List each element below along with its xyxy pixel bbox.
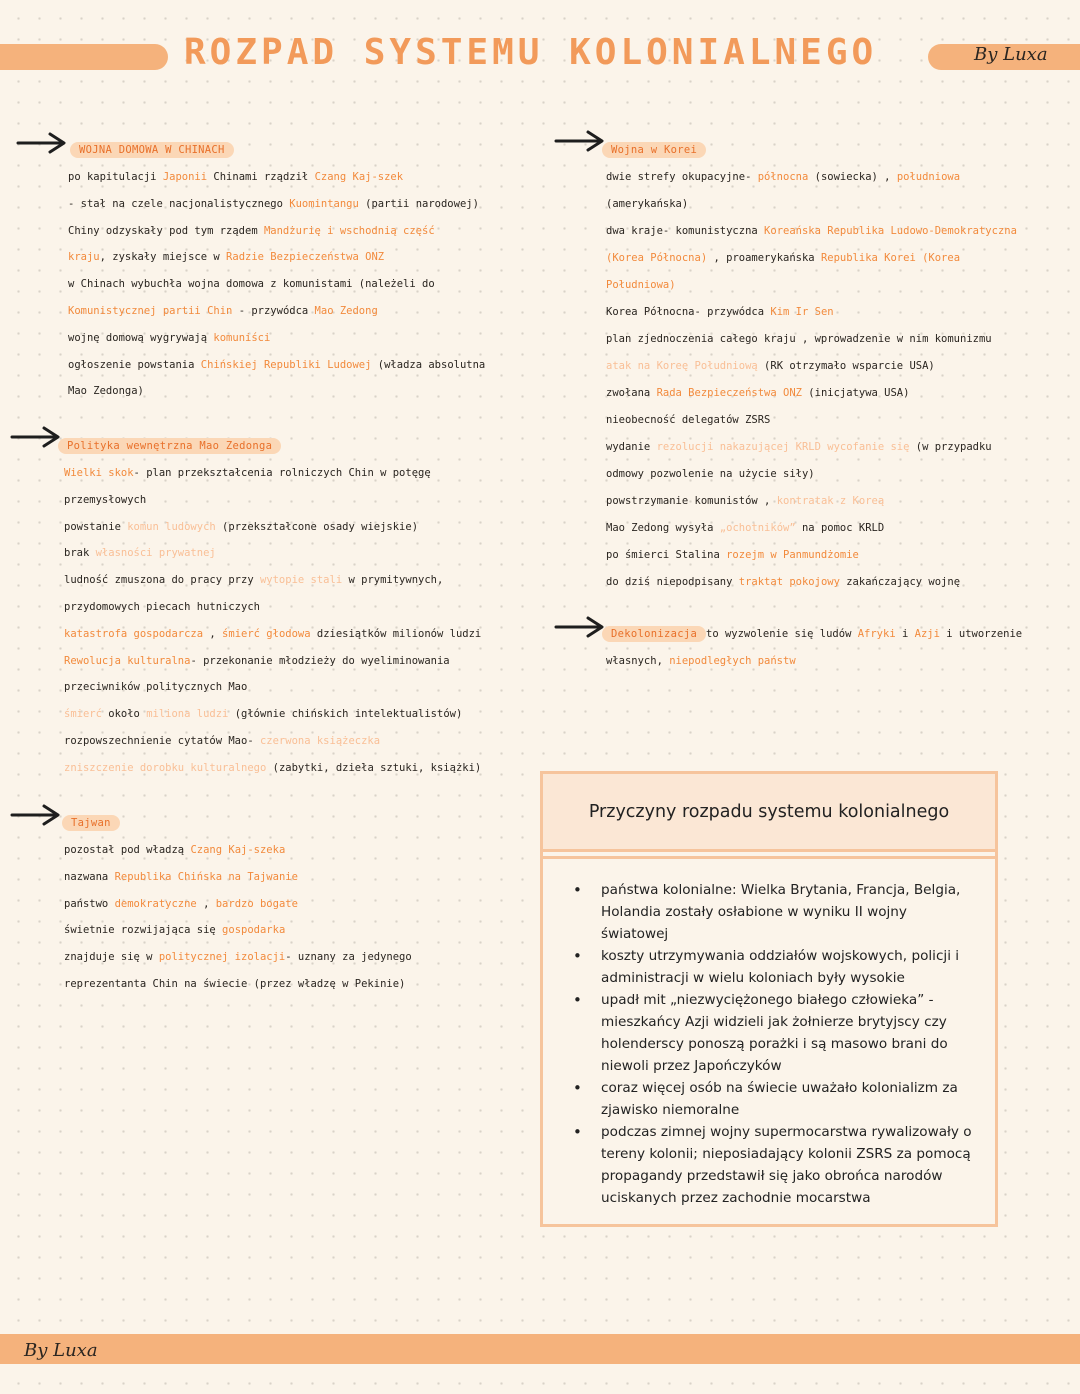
text-segment: , xyxy=(196,897,216,910)
text-segment: odmowy pozwolenie na użycie siły) xyxy=(606,468,815,480)
section-decolonization-line1 xyxy=(706,621,1022,648)
text-segment: plan zjednoczenia całego kraju , wprowadzenie w nim komunizmu xyxy=(606,333,992,345)
heading-taiwan: Tajwan xyxy=(62,815,120,831)
text-segment: - przywódca xyxy=(238,304,315,317)
section-china-text xyxy=(68,164,485,405)
arrow-icon xyxy=(10,424,62,450)
text-segment: - uznany za jedynego xyxy=(285,951,412,964)
text-segment: ogłoszenie powstania xyxy=(68,358,201,371)
text-segment: Rada Bezpieczeństwa ONZ xyxy=(656,387,809,399)
text-segment: wydanie xyxy=(606,441,657,453)
text-line xyxy=(64,728,481,755)
footer-band xyxy=(0,1334,1080,1364)
section-decolonization-line2 xyxy=(606,648,796,675)
causes-list-item: • koszty utrzymywania oddziałów wojskowych, policji i administracji w wielu koloniach były wysokie xyxy=(573,945,973,989)
text-segment: Korea Północna- przywódca xyxy=(606,306,771,318)
page-title: ROZPAD SYSTEMU KOLONIALNEGO xyxy=(184,32,878,73)
text-segment: około xyxy=(108,708,147,721)
text-segment: Mao Zedong xyxy=(314,304,378,317)
text-line xyxy=(606,515,1017,542)
causes-box-title: Przyczyny rozpadu systemu kolonialnego xyxy=(588,802,950,822)
text-segment: powstanie xyxy=(64,520,128,533)
section-mao-text xyxy=(64,460,481,782)
arrow-icon xyxy=(554,128,606,154)
text-segment: to wyzwolenie się ludów xyxy=(706,628,858,640)
text-segment: bardzo bogate xyxy=(215,897,298,910)
text-line xyxy=(64,944,412,971)
text-segment: dwa kraje- komunistyczna xyxy=(606,225,765,237)
text-line xyxy=(606,299,1017,326)
text-segment: Radzie Bezpieczeństwa ONZ xyxy=(226,251,385,264)
text-segment: , zyskały miejsce w xyxy=(99,251,227,264)
text-line xyxy=(64,971,412,998)
text-line xyxy=(64,674,481,701)
text-segment: Chińskiej Republiki Ludowej xyxy=(200,358,378,371)
causes-list-item: • coraz więcej osób na świecie uważało kolonializm za zjawisko niemoralne xyxy=(573,1077,973,1121)
text-segment: i xyxy=(901,628,915,640)
text-line xyxy=(64,648,481,675)
text-line xyxy=(68,378,485,405)
text-line xyxy=(606,461,1017,488)
text-line xyxy=(64,567,481,594)
text-line xyxy=(606,380,1017,407)
heading-china-civil-war: WOJNA DOMOWA W CHINACH xyxy=(70,142,234,158)
text-segment: przemysłowych xyxy=(64,493,147,506)
text-segment: atak na Koreę Południową xyxy=(606,360,765,372)
text-line xyxy=(68,271,485,298)
text-segment: Republika Korei (Korea xyxy=(820,252,961,264)
text-segment: (partii narodowej) xyxy=(365,197,479,210)
text-segment: (władza absolutna xyxy=(377,358,486,371)
causes-list-item: • państwa kolonialne: Wielka Brytania, Francja, Belgia, Holandia zostały osłabione w wyniku II wojny światowej xyxy=(573,879,973,945)
causes-list-item: • podczas zimnej wojny supermocarstwa rywalizowały o tereny kolonii; nieposiadający kolonii ZSRS za pomocą propagandy przedstawił się jako obrońca narodów uciskanych przez zachodnie mocarstwa xyxy=(573,1121,973,1209)
text-segment: kraju xyxy=(68,251,100,264)
text-segment: na pomoc KRLD xyxy=(801,522,885,534)
text-segment: powstrzymanie komunistów , xyxy=(606,495,777,507)
text-line xyxy=(64,701,481,728)
text-segment: (Korea Północna) xyxy=(606,252,708,264)
text-line xyxy=(606,245,1017,272)
text-segment: zwołana xyxy=(606,387,657,399)
text-segment: do dziś niepodpisany xyxy=(606,576,739,588)
header-band-left xyxy=(0,44,168,70)
text-line xyxy=(68,164,485,191)
text-segment: (zabytki, dzieła sztuki, książki) xyxy=(272,761,482,774)
text-segment: Wielki skok xyxy=(64,467,134,479)
text-segment: po śmierci Stalina xyxy=(606,549,727,561)
text-segment: katastrofa gospodarcza xyxy=(64,627,204,640)
text-segment: rozpowszechnienie cytatów Mao- xyxy=(64,734,260,747)
text-line xyxy=(64,891,412,918)
text-segment: Południowa) xyxy=(606,279,676,291)
signature-top: By Luxa xyxy=(974,44,1048,65)
text-line xyxy=(64,755,481,782)
text-line xyxy=(68,218,485,245)
text-segment: śmierć głodowa xyxy=(222,627,317,640)
arrow-icon xyxy=(554,614,606,640)
text-segment: dwie strefy okupacyjne- xyxy=(606,171,758,183)
text-line xyxy=(64,540,481,567)
text-line xyxy=(64,864,412,891)
causes-box xyxy=(540,771,998,1227)
causes-list-item: • upadł mit „niezwyciężonego białego człowieka” - mieszkańcy Azji widzieli jak żołnierze brytyjscy czy holenderscy ponoszą porażki i są masowo brani do niewoli przez Japończyków xyxy=(573,989,973,1077)
arrow-icon xyxy=(10,802,62,828)
text-segment: - stał na czele nacjonalistycznego xyxy=(68,197,290,210)
text-line xyxy=(606,218,1017,245)
text-segment: czerwona książeczka xyxy=(259,734,381,747)
text-segment: Chiny odzyskały pod tym rządem xyxy=(68,224,264,237)
text-line xyxy=(68,298,485,325)
text-segment: śmierć xyxy=(64,708,109,721)
text-line xyxy=(64,460,481,487)
heading-mao-policy: Polityka wewnętrzna Mao Zedonga xyxy=(58,438,281,454)
heading-korea-war: Wojna w Korei xyxy=(602,142,706,158)
text-line xyxy=(64,621,481,648)
text-segment: (przekształcone osady wiejskie) xyxy=(222,520,419,533)
text-segment: kontratak z Koreą xyxy=(776,495,885,507)
text-segment: południowa xyxy=(896,171,961,183)
text-segment: miliona ludzi xyxy=(146,708,235,721)
causes-list xyxy=(573,879,973,1209)
text-segment: północna xyxy=(757,171,815,183)
text-line xyxy=(64,487,481,514)
text-line xyxy=(64,514,481,541)
text-segment: Republika Chińska na Tajwanie xyxy=(114,870,298,883)
text-segment: gospodarka xyxy=(222,924,286,937)
text-segment: , xyxy=(203,627,223,640)
signature-bottom: By Luxa xyxy=(24,1340,98,1361)
text-line xyxy=(606,191,1017,218)
text-segment: Czang Kaj-szek xyxy=(314,171,404,183)
text-segment: Azji xyxy=(914,628,947,640)
text-segment: nazwana xyxy=(64,870,115,883)
text-segment: pozostał pod władzą xyxy=(64,844,191,856)
text-segment: nieobecność delegatów ZSRS xyxy=(606,414,771,426)
text-segment: Mandżurię i wschodnią część xyxy=(263,224,435,237)
text-line xyxy=(606,326,1017,353)
text-line xyxy=(606,353,1017,380)
text-line xyxy=(606,407,1017,434)
text-segment: rozejm w Panmundżomie xyxy=(726,549,859,561)
text-segment: , proamerykańska xyxy=(707,252,821,264)
text-segment: wojnę domową wygrywają xyxy=(68,331,214,344)
causes-box-header xyxy=(543,774,995,852)
text-segment: (inicjatywa USA) xyxy=(808,387,910,399)
text-segment: Mao Zedong wysyła xyxy=(606,522,720,534)
text-segment: w prymitywnych, xyxy=(348,574,444,587)
text-line xyxy=(64,837,412,864)
causes-box-body xyxy=(543,856,995,1226)
text-segment: traktat pokojowy xyxy=(738,576,847,588)
heading-decolonization: Dekolonizacja xyxy=(602,626,706,642)
text-segment: przydomowych piecach hutniczych xyxy=(64,600,260,613)
text-segment: zakańczający wojnę xyxy=(846,576,961,588)
text-segment: ludność zmuszona do pracy przy xyxy=(64,574,260,587)
text-segment: Afryki xyxy=(857,628,902,640)
text-line xyxy=(606,488,1017,515)
text-segment: niepodległych państw xyxy=(669,655,796,667)
text-segment: własności prywatnej xyxy=(95,547,216,560)
text-segment: Japonii xyxy=(162,171,214,183)
text-line xyxy=(606,272,1017,299)
text-line xyxy=(68,352,485,379)
section-taiwan-text xyxy=(64,837,412,998)
decolonization-line xyxy=(706,621,1022,648)
text-segment: demokratyczne xyxy=(114,897,197,910)
text-segment: Komunistycznej partii Chin xyxy=(68,304,239,317)
text-segment: (głównie chińskich intelektualistów) xyxy=(234,708,463,721)
decolonization-line xyxy=(606,648,796,675)
text-line xyxy=(64,917,412,944)
text-line xyxy=(606,434,1017,461)
text-segment: w Chinach wybuchła wojna domowa z komunistami (należeli do xyxy=(68,278,435,291)
text-line xyxy=(68,325,485,352)
text-segment: państwo xyxy=(64,897,115,910)
text-line xyxy=(68,244,485,271)
text-segment: świetnie rozwijająca się xyxy=(64,924,223,937)
text-line xyxy=(68,191,485,218)
text-segment: komun ludowych xyxy=(127,520,223,533)
text-segment: po kapitulacji xyxy=(68,171,163,183)
text-segment: komuniści xyxy=(213,331,271,344)
text-segment: i utworzenie xyxy=(946,628,1023,640)
text-segment: - przekonanie młodzieży do wyeliminowania xyxy=(190,654,450,667)
text-segment: Rewolucja kulturalna xyxy=(64,654,191,667)
text-line xyxy=(606,542,1017,569)
text-segment: zniszczenie dorobku kulturalnego xyxy=(64,761,273,774)
text-segment: „ochotników” xyxy=(719,522,802,534)
text-segment: wytopie stali xyxy=(259,574,349,587)
text-segment: Kim Ir Sen xyxy=(770,306,834,318)
text-line xyxy=(64,594,481,621)
section-korea-text xyxy=(606,164,1017,596)
text-segment: dziesiątków milionów ludzi xyxy=(316,627,482,640)
text-segment: rezolucji nakazującej KRLD wycofanie się xyxy=(656,441,916,453)
text-segment: reprezentanta Chin na świecie (przez władzę w Pekinie) xyxy=(64,977,406,990)
text-segment: Chinami rządził xyxy=(213,171,315,183)
text-line xyxy=(606,164,1017,191)
text-segment: przeciwników politycznych Mao xyxy=(64,681,248,694)
text-segment: Mao Zedonga) xyxy=(68,385,144,398)
text-segment: znajduje się w xyxy=(64,951,159,964)
text-segment: politycznej izolacji xyxy=(158,951,286,964)
text-segment: (w przypadku xyxy=(915,441,992,453)
text-segment: Kuomintangu xyxy=(289,197,366,210)
text-segment: własnych, xyxy=(606,655,670,667)
text-line xyxy=(606,569,1017,596)
text-segment: Czang Kaj-szeka xyxy=(190,844,286,856)
text-segment: (amerykańska) xyxy=(606,198,689,210)
text-segment: (sowiecka) , xyxy=(814,171,897,183)
text-segment: (RK otrzymało wsparcie USA) xyxy=(764,360,935,372)
text-segment: Koreańska Republika Ludowo-Demokratyczna xyxy=(764,225,1017,237)
text-segment: brak xyxy=(64,547,96,560)
text-segment: - plan przekształcenia rolniczych Chin w potęgę xyxy=(133,467,431,479)
arrow-icon xyxy=(16,130,68,156)
